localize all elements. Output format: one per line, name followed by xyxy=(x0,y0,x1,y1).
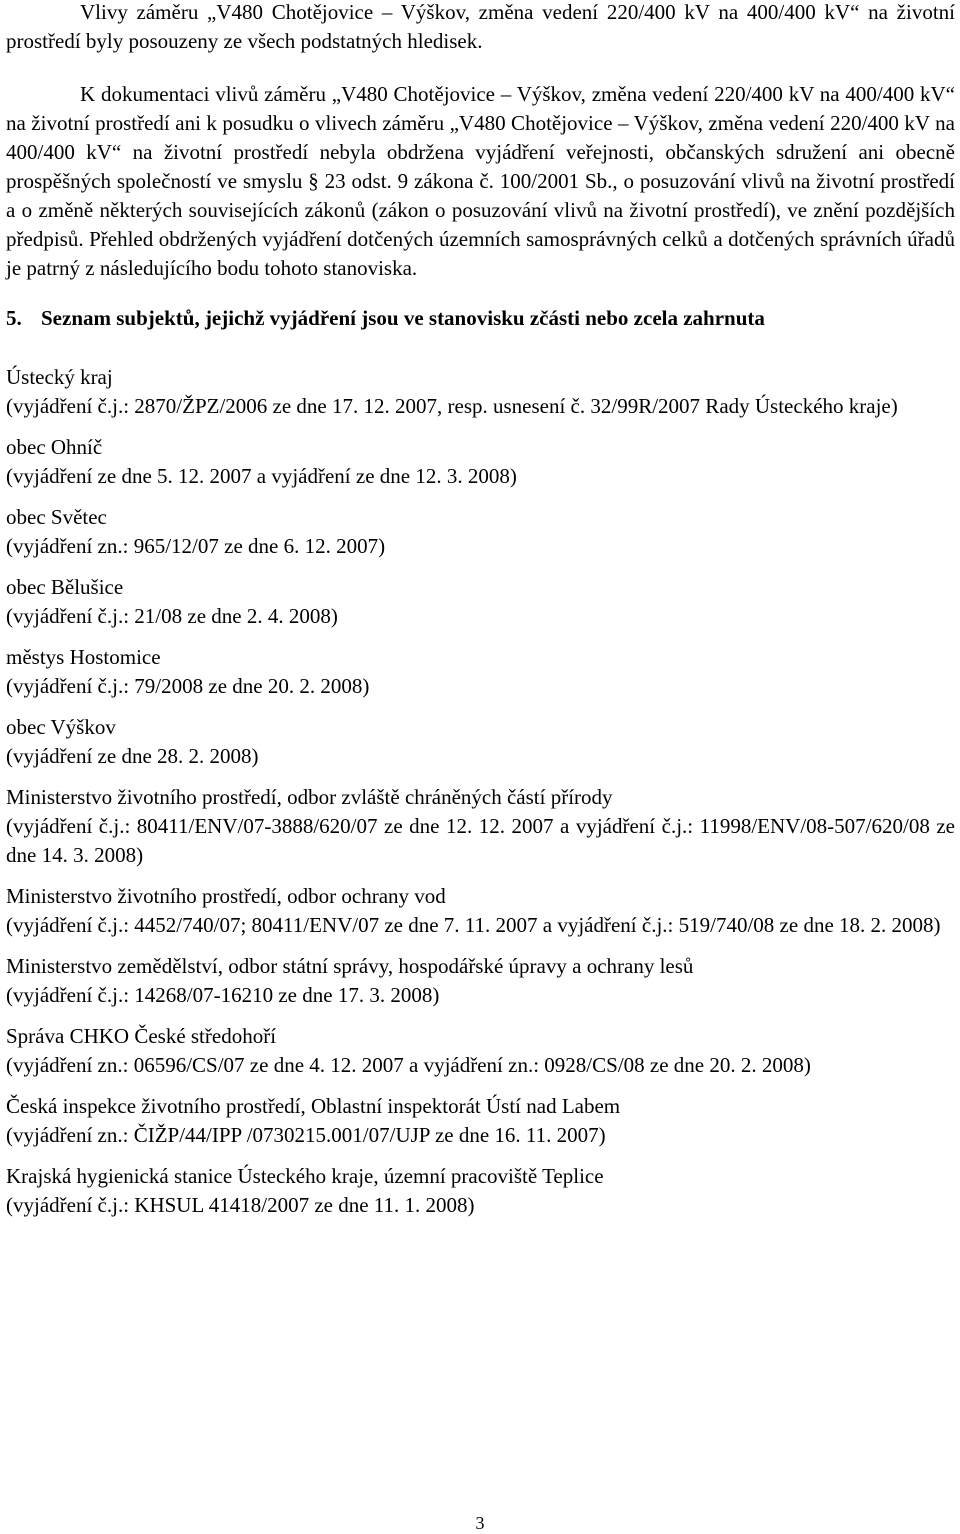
list-item xyxy=(6,503,955,561)
section-number: 5. xyxy=(6,306,22,330)
subject-name: obec Ohníč xyxy=(6,435,103,459)
paragraph-public-comments: K dokumentaci vlivů záměru „V480 Chotějovice – Výškov, změna vedení 220/400 kV na 400/400 kV“ na životní prostředí ani k posudku o vlivech záměru „V480 Chotějovice – Výškov, změna vedení 220/400 kV na 400/400 kV“ na životní prostředí nebyla obdržena vyjádření veřejnosti, občanských sdružení ani obecně prospěšných společností ve smyslu § 23 odst. 9 zákona č. 100/2001 Sb., o posuzování vlivů na životní prostředí a o změně některých souvisejících zákonů (zákon o posuzování vlivů na životní prostředí), ve znění pozdějších předpisů. Přehled obdržených vyjádření dotčených územních samosprávných celků a dotčených správních úřadů je patrný z následujícího bodu tohoto stanoviska. xyxy=(6,82,955,280)
list-item xyxy=(6,713,955,771)
list-item xyxy=(6,363,955,421)
section-heading xyxy=(6,304,955,333)
subject-name: městys Hostomice xyxy=(6,645,161,669)
list-item xyxy=(6,433,955,491)
subject-detail: (vyjádření zn.: ČIŽP/44/IPP /0730215.001/07/UJP ze dne 16. 11. 2007) xyxy=(6,1123,606,1147)
subject-name: Ústecký kraj xyxy=(6,365,113,389)
list-item xyxy=(6,573,955,631)
subject-detail: (vyjádření č.j.: 2870/ŽPZ/2006 ze dne 17. 12. 2007, resp. usnesení č. 32/99R/2007 Rady Ústeckého kraje) xyxy=(6,394,898,418)
subject-name: Ministerstvo životního prostředí, odbor zvláště chráněných částí přírody xyxy=(6,785,613,809)
list-item xyxy=(6,1162,955,1220)
page-number: 3 xyxy=(475,1513,485,1533)
list-item xyxy=(6,1022,955,1080)
subject-detail: (vyjádření zn.: 965/12/07 ze dne 6. 12. 2007) xyxy=(6,534,386,558)
subject-detail: (vyjádření č.j.: KHSUL 41418/2007 ze dne 11. 1. 2008) xyxy=(6,1193,475,1217)
subject-list xyxy=(6,363,955,1220)
subject-detail: (vyjádření zn.: 06596/CS/07 ze dne 4. 12. 2007 a vyjádření zn.: 0928/CS/08 ze dne 20. 2. 2008) xyxy=(6,1053,811,1077)
subject-detail: (vyjádření ze dne 28. 2. 2008) xyxy=(6,744,259,768)
section-title: Seznam subjektů, jejichž vyjádření jsou ve stanovisku zčásti nebo zcela zahrnuta xyxy=(41,306,765,330)
list-item xyxy=(6,783,955,870)
subject-name: Ministerstvo zemědělství, odbor státní správy, hospodářské úpravy a ochrany lesů xyxy=(6,954,694,978)
subject-name: obec Světec xyxy=(6,505,107,529)
subject-name: Ministerstvo životního prostředí, odbor ochrany vod xyxy=(6,884,446,908)
subject-detail: (vyjádření ze dne 5. 12. 2007 a vyjádření ze dne 12. 3. 2008) xyxy=(6,464,517,488)
subject-detail: (vyjádření č.j.: 14268/07-16210 ze dne 17. 3. 2008) xyxy=(6,983,440,1007)
document-page xyxy=(6,0,955,1232)
list-item xyxy=(6,643,955,701)
list-item xyxy=(6,1092,955,1150)
subject-detail: (vyjádření č.j.: 21/08 ze dne 2. 4. 2008) xyxy=(6,604,338,628)
subject-detail: (vyjádření č.j.: 4452/740/07; 80411/ENV/07 ze dne 7. 11. 2007 a vyjádření č.j.: 519/740/08 ze dne 18. 2. 2008) xyxy=(6,913,941,937)
subject-detail: (vyjádření č.j.: 80411/ENV/07-3888/620/07 ze dne 12. 12. 2007 a vyjádření č.j.: 11998/ENV/08-507/620/08 ze dne 14. 3. 2008) xyxy=(6,814,955,867)
subject-name: Krajská hygienická stanice Ústeckého kraje, územní pracoviště Teplice xyxy=(6,1164,604,1188)
subject-name: obec Výškov xyxy=(6,715,116,739)
list-item xyxy=(6,952,955,1010)
subject-name: Česká inspekce životního prostředí, Oblastní inspektorát Ústí nad Labem xyxy=(6,1094,621,1118)
subject-name: obec Bělušice xyxy=(6,575,124,599)
subject-name: Správa CHKO České středohoří xyxy=(6,1024,277,1048)
subject-detail: (vyjádření č.j.: 79/2008 ze dne 20. 2. 2008) xyxy=(6,674,370,698)
list-item xyxy=(6,882,955,940)
paragraph-assessment-summary: Vlivy záměru „V480 Chotějovice – Výškov, změna vedení 220/400 kV na 400/400 kV“ na životní prostředí byly posouzeny ze všech podstatných hledisek. xyxy=(6,0,955,53)
